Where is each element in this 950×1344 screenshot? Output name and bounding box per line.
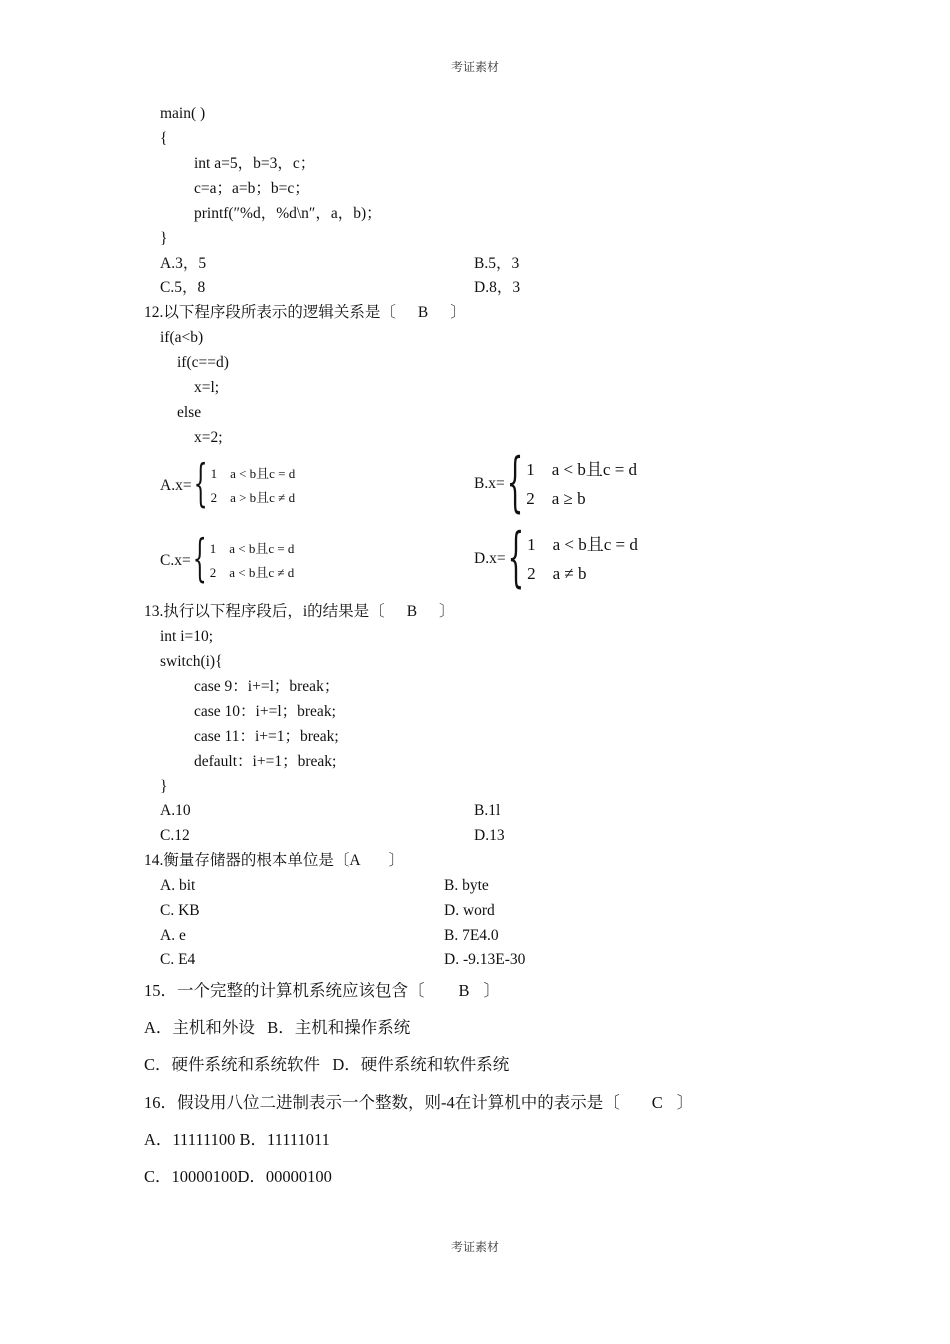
code-line: else — [177, 404, 202, 421]
page-header: 考证素材 — [450, 60, 499, 74]
left-brace-icon: { — [507, 521, 525, 597]
answer: C — [651, 1093, 663, 1112]
option-c: C. KB — [160, 902, 200, 919]
left-brace-icon: { — [506, 446, 524, 522]
option-a: A.10 — [160, 802, 191, 819]
question-16-stem: 16．假设用八位二进制表示一个整数，则-4在计算机中的表示是〔 C 〕 — [144, 1093, 694, 1112]
option-b: B. byte — [444, 877, 489, 894]
code-line: c=a；a=b；b=c； — [194, 180, 310, 197]
option-b: B.1l — [474, 802, 501, 819]
code-line: printf(″%d，%d\n″，a，b)； — [194, 205, 382, 222]
code-line: default：i+=1；break; — [194, 753, 337, 770]
answer: B — [406, 603, 418, 620]
option-d: D.13 — [474, 827, 505, 844]
question-14-stem: 14.衡量存储器的根本单位是〔A 〕 — [144, 852, 405, 869]
code-line: switch(i){ — [160, 653, 223, 670]
question-13-stem: 13.执行以下程序段后，i的结果是〔 B 〕 — [144, 603, 455, 620]
option-c: C.x= { 1 a < b且c = d 2 a < b且c ≠ d — [160, 531, 295, 589]
code-line: x=2; — [194, 429, 223, 446]
code-line: int i=10; — [160, 628, 214, 645]
option-c: C.12 — [160, 827, 190, 844]
code-line: int a=5，b=3，c； — [194, 155, 316, 172]
code-line: case 11：i+=1；break; — [194, 728, 339, 745]
question-16-options-line-2: C．10000100D．00000100 — [144, 1167, 332, 1186]
option-d: D. word — [444, 902, 495, 919]
question-15-options-line-2: C．硬件系统和系统软件 D．硬件系统和软件系统 — [144, 1055, 510, 1074]
answer: B — [458, 981, 470, 1000]
option-c: C.5，8 — [160, 279, 206, 296]
option-b: B.5，3 — [474, 255, 520, 272]
option-d: D. -9.13E-30 — [444, 951, 526, 968]
option-b: B. 7E4.0 — [444, 927, 499, 944]
option-d: D.x= { 1 a < b且c = d 2 a ≠ b — [474, 521, 638, 597]
code-line: } — [160, 778, 168, 795]
answer: B — [417, 304, 429, 321]
option-c: C. E4 — [160, 951, 196, 968]
code-line: x=l; — [194, 379, 220, 396]
code-line: { — [160, 130, 168, 147]
question-15-options-line-1: A．主机和外设 B．主机和操作系统 — [144, 1018, 411, 1037]
option-a: A. bit — [160, 877, 196, 894]
option-a: A. e — [160, 927, 186, 944]
question-15-stem: 15．一个完整的计算机系统应该包含〔 B 〕 — [144, 981, 501, 1000]
code-line: if(a<b) — [160, 329, 204, 346]
left-brace-icon: { — [192, 531, 207, 589]
code-line: if(c==d) — [177, 354, 229, 371]
code-line: main( ) — [160, 105, 206, 122]
code-line: } — [160, 230, 168, 247]
option-a: A.3，5 — [160, 255, 207, 272]
left-brace-icon: { — [193, 456, 208, 514]
option-d: D.8，3 — [474, 279, 521, 296]
page-footer: 考证素材 — [450, 1240, 499, 1254]
code-line: case 9：i+=l；break； — [194, 678, 340, 695]
question-16-options-line-1: A．11111100 B．11111011 — [144, 1130, 330, 1149]
code-line: case 10：i+=l；break; — [194, 703, 336, 720]
option-a: A.x= { 1 a < b且c = d 2 a > b且c ≠ d — [160, 456, 296, 514]
option-b: B.x= { 1 a < b且c = d 2 a ≥ b — [474, 446, 638, 522]
question-12-stem: 12.以下程序段所表示的逻辑关系是〔 B 〕 — [144, 304, 466, 321]
